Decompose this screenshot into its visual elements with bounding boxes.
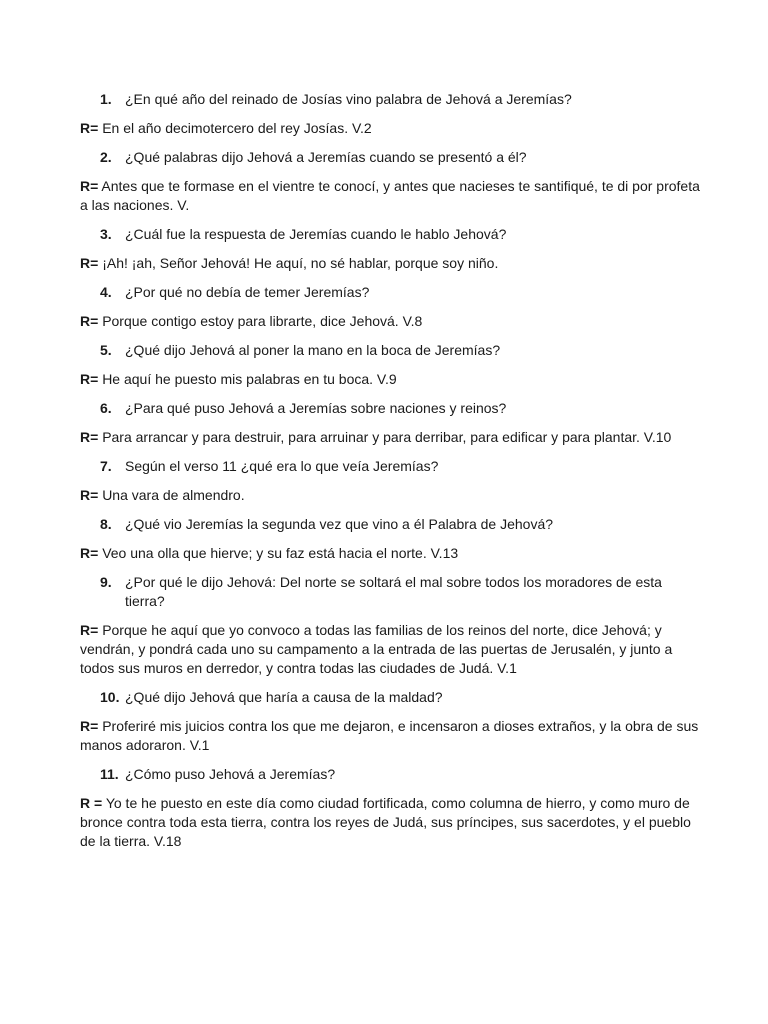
question-number: 9. [100, 574, 112, 590]
qa-item [80, 688, 700, 755]
qa-item [80, 283, 700, 331]
answer [80, 254, 700, 273]
question-text: ¿Qué dijo Jehová que haría a causa de la maldad? [125, 689, 443, 705]
answer-text: Para arrancar y para destruir, para arruinar y para derribar, para edificar y para plantar. V.10 [102, 429, 672, 445]
qa-item [80, 515, 700, 563]
question-number: 6. [100, 400, 112, 416]
qa-item [80, 573, 700, 678]
answer-label: R= [80, 622, 99, 638]
answer-label: R= [80, 313, 99, 329]
question [80, 515, 700, 534]
answer-label: R= [80, 545, 99, 561]
question-number: 5. [100, 342, 112, 358]
answer-text: Porque he aquí que yo convoco a todas las familias de los reinos del norte, dice Jehová; y vendrán, y pondrá cada uno su campamento a la entrada de las puertas de Jerusalén, y junto a todos sus muros en derredor, y contra todas las ciudades de Judá. V.1 [80, 622, 673, 676]
question-number: 3. [100, 226, 112, 242]
question [80, 399, 700, 418]
answer-text: He aquí he puesto mis palabras en tu boca. V.9 [102, 371, 397, 387]
answer [80, 312, 700, 331]
question-text: ¿Cómo puso Jehová a Jeremías? [125, 766, 336, 782]
answer [80, 370, 700, 389]
question [80, 148, 700, 167]
answer-text: Porque contigo estoy para librarte, dice Jehová. V.8 [102, 313, 423, 329]
answer-text: ¡Ah! ¡ah, Señor Jehová! He aquí, no sé hablar, porque soy niño. [102, 255, 499, 271]
question [80, 341, 700, 360]
question [80, 90, 700, 109]
answer-text: Proferiré mis juicios contra los que me dejaron, e incensaron a dioses extraños, y la obra de sus manos adoraron. V.1 [80, 718, 699, 753]
question-text: ¿Para qué puso Jehová a Jeremías sobre naciones y reinos? [125, 400, 507, 416]
question-number: 10. [100, 689, 120, 705]
answer-text: Veo una olla que hierve; y su faz está hacia el norte. V.13 [102, 545, 459, 561]
question-text: ¿En qué año del reinado de Josías vino palabra de Jehová a Jeremías? [125, 91, 572, 107]
qa-item [80, 399, 700, 447]
answer-label: R = [80, 795, 103, 811]
question [80, 283, 700, 302]
answer-label: R= [80, 429, 99, 445]
question-text: ¿Qué palabras dijo Jehová a Jeremías cuando se presentó a él? [125, 149, 527, 165]
answer-label: R= [80, 487, 99, 503]
qa-item [80, 148, 700, 215]
answer [80, 794, 700, 851]
question-text: ¿Por qué le dijo Jehová: Del norte se soltará el mal sobre todos los moradores de esta tierra? [125, 574, 662, 609]
answer [80, 428, 700, 447]
answer-label: R= [80, 371, 99, 387]
answer [80, 621, 700, 678]
answer [80, 544, 700, 563]
question-number: 8. [100, 516, 112, 532]
question-text: ¿Qué dijo Jehová al poner la mano en la boca de Jeremías? [125, 342, 501, 358]
question-text: ¿Qué vio Jeremías la segunda vez que vino a él Palabra de Jehová? [125, 516, 554, 532]
answer [80, 486, 700, 505]
question [80, 573, 700, 611]
answer-text: Yo te he puesto en este día como ciudad fortificada, como columna de hierro, y como muro de bronce contra toda esta tierra, contra los reyes de Judá, sus príncipes, sus sacerdotes, y el pueblo de la tierra. V.18 [80, 795, 691, 849]
answer-label: R= [80, 120, 99, 136]
question [80, 225, 700, 244]
qa-item [80, 90, 700, 138]
question [80, 457, 700, 476]
question-number: 11. [100, 766, 119, 782]
question [80, 765, 700, 784]
question-number: 4. [100, 284, 112, 300]
qa-item [80, 765, 700, 851]
question-number: 7. [100, 458, 112, 474]
question-number: 2. [100, 149, 112, 165]
answer-text: Una vara de almendro. [102, 487, 245, 503]
question [80, 688, 700, 707]
question-number: 1. [100, 91, 112, 107]
answer-text: En el año decimotercero del rey Josías. V.2 [102, 120, 372, 136]
answer [80, 717, 700, 755]
answer-label: R= [80, 255, 99, 271]
qa-item [80, 457, 700, 505]
answer-text: Antes que te formase en el vientre te conocí, y antes que nacieses te santifiqué, te di por profeta a las naciones. V. [80, 178, 700, 213]
qa-list [80, 90, 700, 861]
answer [80, 177, 700, 215]
answer [80, 119, 700, 138]
answer-label: R= [80, 178, 99, 194]
question-text: Según el verso 11 ¿qué era lo que veía Jeremías? [125, 458, 439, 474]
question-text: ¿Por qué no debía de temer Jeremías? [125, 284, 370, 300]
qa-item [80, 225, 700, 273]
question-text: ¿Cuál fue la respuesta de Jeremías cuando le hablo Jehová? [125, 226, 507, 242]
answer-label: R= [80, 718, 99, 734]
qa-item [80, 341, 700, 389]
